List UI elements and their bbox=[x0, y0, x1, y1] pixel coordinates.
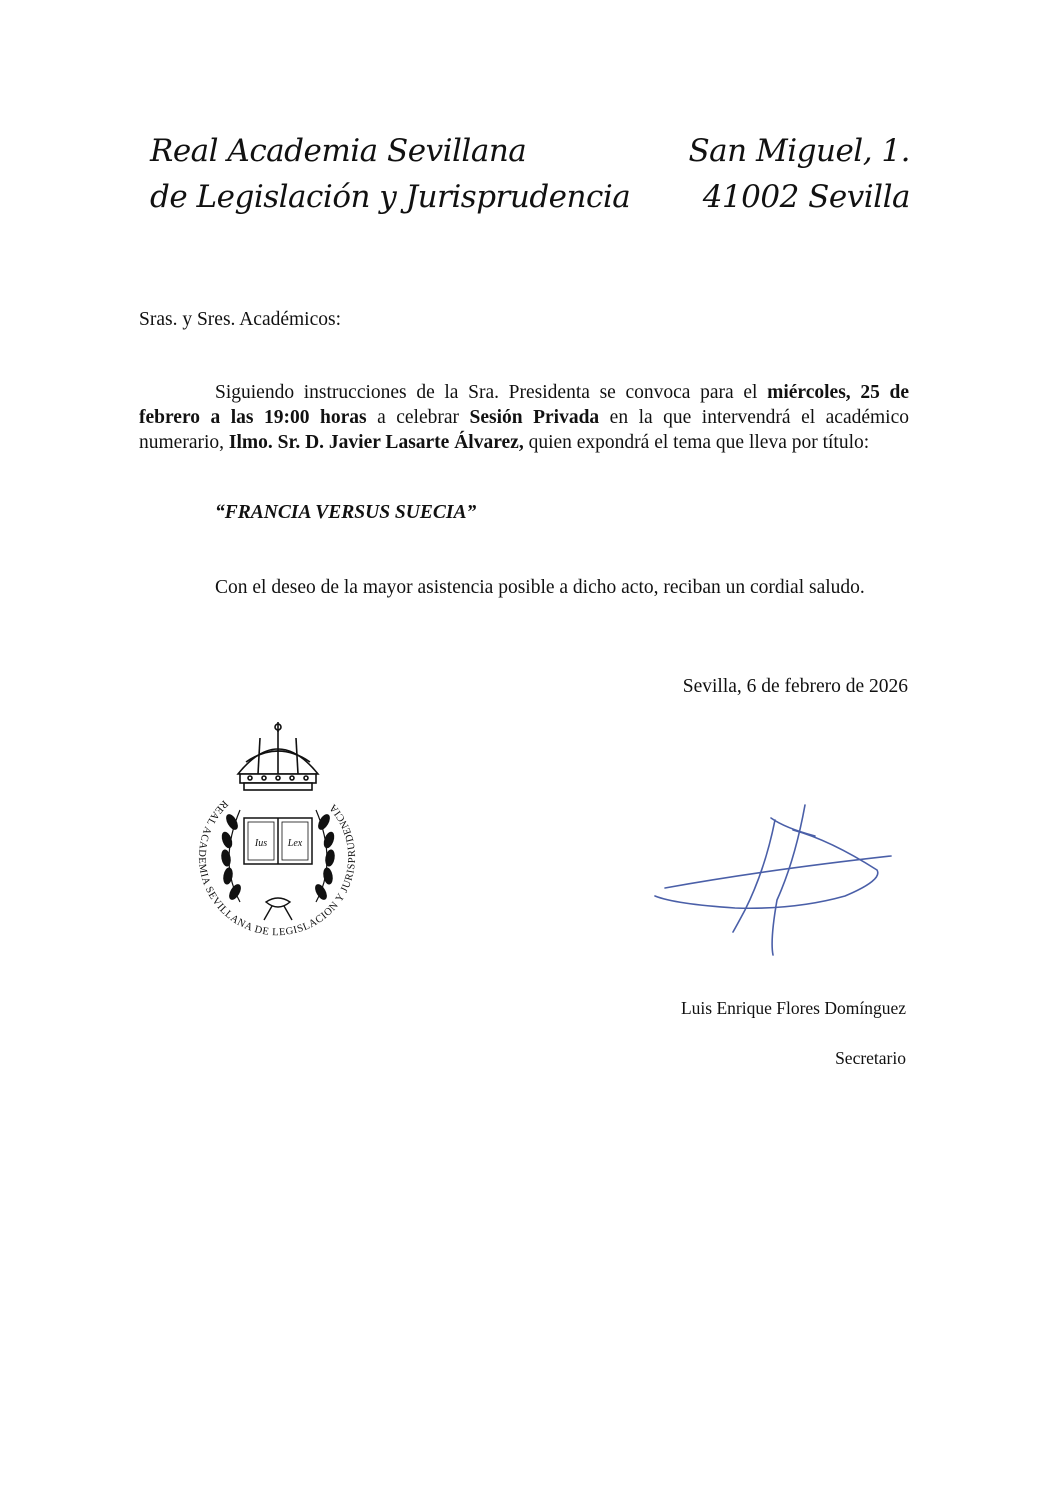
book-left-word: Ius bbox=[254, 838, 268, 849]
address-street: San Miguel, 1. bbox=[688, 133, 910, 169]
letterhead-institution bbox=[150, 128, 630, 220]
closing-paragraph: Con el deseo de la mayor asistencia posible a dicho acto, reciban un cordial saludo. bbox=[215, 577, 865, 598]
convocation-text-1: Siguiendo instrucciones de la Sra. Presidenta se convoca para el bbox=[215, 382, 768, 403]
convocation-text-4: quien expondrá el tema que lleva por título: bbox=[523, 432, 870, 453]
convocation-text-3: en la que intervendrá el académico numerario, bbox=[139, 407, 910, 453]
letterhead bbox=[150, 128, 910, 218]
seal-ring-text: REAL ACADEMIA SEVILLANA DE LEGISLACION Y JURISPRUDENCIA bbox=[195, 797, 359, 939]
convocation-paragraph bbox=[139, 380, 909, 455]
crown-icon bbox=[238, 722, 318, 790]
ribbon-bow-icon bbox=[264, 898, 292, 920]
date-line: Sevilla, 6 de febrero de 2026 bbox=[682, 676, 908, 697]
institution-name-line2: de Legislación y Jurisprudencia bbox=[150, 179, 631, 215]
convocation-text-2: a celebrar bbox=[366, 407, 470, 428]
institution-name-line1: Real Academia Sevillana bbox=[150, 133, 527, 169]
letterhead-address bbox=[688, 128, 910, 220]
session-date-time: miércoles, 25 de febrero a las 19:00 horas bbox=[139, 382, 909, 428]
speaker-name: Ilmo. Sr. D. Javier Lasarte Álvarez, bbox=[228, 432, 524, 453]
signatory-role: Secretario bbox=[835, 1048, 906, 1068]
academy-seal bbox=[178, 722, 378, 942]
salutation: Sras. y Sres. Académicos: bbox=[139, 309, 342, 330]
handwritten-signature bbox=[645, 800, 895, 960]
session-type: Sesión Privada bbox=[469, 407, 600, 428]
signatory-name: Luis Enrique Flores Domínguez bbox=[680, 998, 906, 1018]
lecture-title: “FRANCIA VERSUS SUECIA” bbox=[215, 502, 477, 523]
address-city: 41002 Sevilla bbox=[702, 179, 910, 215]
book-right-word: Lex bbox=[287, 838, 303, 849]
